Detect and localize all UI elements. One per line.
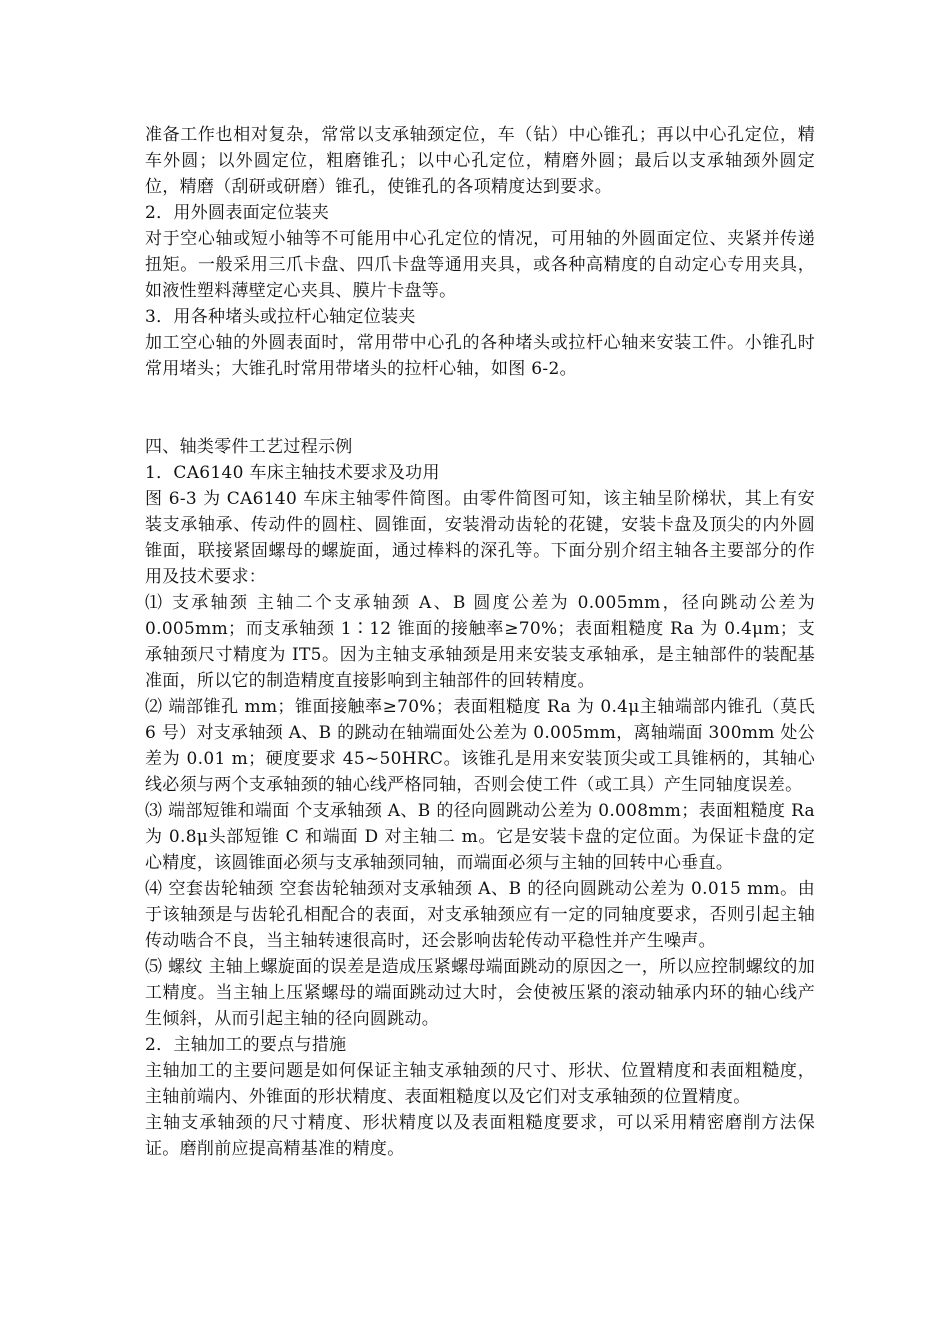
paragraph-main-problems: 主轴加工的主要问题是如何保证主轴支承轴颈的尺寸、形状、位置精度和表面粗糙度，主轴前端内、外锥面的形状精度、表面粗糙度以及它们对支承轴颈的位置精度。 bbox=[145, 1061, 815, 1107]
paragraph-precision-grinding: 主轴支承轴颈的尺寸精度、形状精度以及表面粗糙度要求，可以采用精密磨削方法保证。磨削前应提高精基准的精度。 bbox=[145, 1113, 815, 1159]
section-process-example bbox=[145, 434, 815, 1162]
section-clamping-methods bbox=[145, 122, 815, 382]
heading-machining-measures: 2．主轴加工的要点与措施 bbox=[145, 1035, 347, 1055]
list-item-thread: ⑸ 螺纹 主轴上螺旋面的误差是造成压紧螺母端面跳动的原因之一，所以应控制螺纹的加工精度。当主轴上压紧螺母的端面跳动过大时，会使被压紧的滚动轴承内环的轴心线产生倾斜，从而引起主轴的径向圆跳动。 bbox=[145, 957, 815, 1029]
paragraph-outer-circle-clamping: 对于空心轴或短小轴等不可能用中心孔定位的情况，可用轴的外圆面定位、夹紧并传递扭矩。一般采用三爪卡盘、四爪卡盘等通用夹具，或各种高精度的自动定心专用夹具，如液性塑料薄壁定心夹具、膜片卡盘等。 bbox=[145, 229, 815, 301]
heading-spindle-requirements: 1．CA6140 车床主轴技术要求及功用 bbox=[145, 463, 440, 483]
section-title: 四、轴类零件工艺过程示例 bbox=[145, 437, 353, 457]
document-page bbox=[145, 122, 815, 1162]
section-gap bbox=[145, 382, 815, 434]
paragraph-spindle-overview: 图 6-3 为 CA6140 车床主轴零件简图。由零件简图可知，该主轴呈阶梯状，其上有安装支承轴承、传动件的圆柱、圆锥面，安装滑动齿轮的花键，安装卡盘及顶尖的内外圆锥面，联接紧固螺母的螺旋面，通过棒料的深孔等。下面分别介绍主轴各主要部分的作用及技术要求： bbox=[145, 489, 815, 587]
list-item-end-taper-hole: ⑵ 端部锥孔 mm；锥面接触率≥70%；表面粗糙度 Ra 为 0.4μ主轴端部内锥孔（莫氏 6 号）对支承轴颈 A、B 的跳动在轴端面处公差为 0.005mm，离轴端面 300mm 处公差为 0.01 m；硬度要求 45~50HRC。该锥孔是用来安装顶尖或工具锥柄的，其轴心线必须与两个支承轴颈的轴心线严格同轴，否则会使工件（或工具）产生同轴度误差。 bbox=[145, 697, 815, 795]
list-item-gear-journal: ⑷ 空套齿轮轴颈 空套齿轮轴颈对支承轴颈 A、B 的径向圆跳动公差为 0.015 mm。由于该轴颈是与齿轮孔相配合的表面，对支承轴颈应有一定的同轴度要求，否则引起主轴传动啮合不良，当主轴转速很高时，还会影响齿轮传动平稳性并产生噪声。 bbox=[145, 879, 815, 951]
list-item-support-journal: ⑴ 支承轴颈 主轴二个支承轴颈 A、B 圆度公差为 0.005mm，径向跳动公差为 0.005mm；而支承轴颈 1∶12 锥面的接触率≥70%；表面粗糙度 Ra 为 0.4μm；支承轴颈尺寸精度为 IT5。因为主轴支承轴颈是用来安装支承轴承，是主轴部件的装配基准面，所以它的制造精度直接影响到主轴部件的回转精度。 bbox=[145, 593, 815, 691]
heading-outer-circle-clamping: 2．用外圆表面定位装夹 bbox=[145, 203, 330, 223]
paragraph-center-hole-positioning: 准备工作也相对复杂，常常以支承轴颈定位，车（钻）中心锥孔；再以中心孔定位，精车外圆；以外圆定位，粗磨锥孔；以中心孔定位，精磨外圆；最后以支承轴颈外圆定位，精磨（刮研或研磨）锥孔，使锥孔的各项精度达到要求。 bbox=[145, 125, 815, 197]
heading-plug-mandrel-clamping: 3．用各种堵头或拉杆心轴定位装夹 bbox=[145, 307, 416, 327]
list-item-short-cone-face: ⑶ 端部短锥和端面 个支承轴颈 A、B 的径向圆跳动公差为 0.008mm；表面粗糙度 Ra 为 0.8μ头部短锥 C 和端面 D 对主轴二 m。它是安装卡盘的定位面。为保证卡盘的定心精度，该圆锥面必须与支承轴颈同轴，而端面必须与主轴的回转中心垂直。 bbox=[145, 801, 815, 873]
paragraph-plug-mandrel-clamping: 加工空心轴的外圆表面时，常用带中心孔的各种堵头或拉杆心轴来安装工件。小锥孔时常用堵头；大锥孔时常用带堵头的拉杆心轴，如图 6-2。 bbox=[145, 333, 815, 379]
